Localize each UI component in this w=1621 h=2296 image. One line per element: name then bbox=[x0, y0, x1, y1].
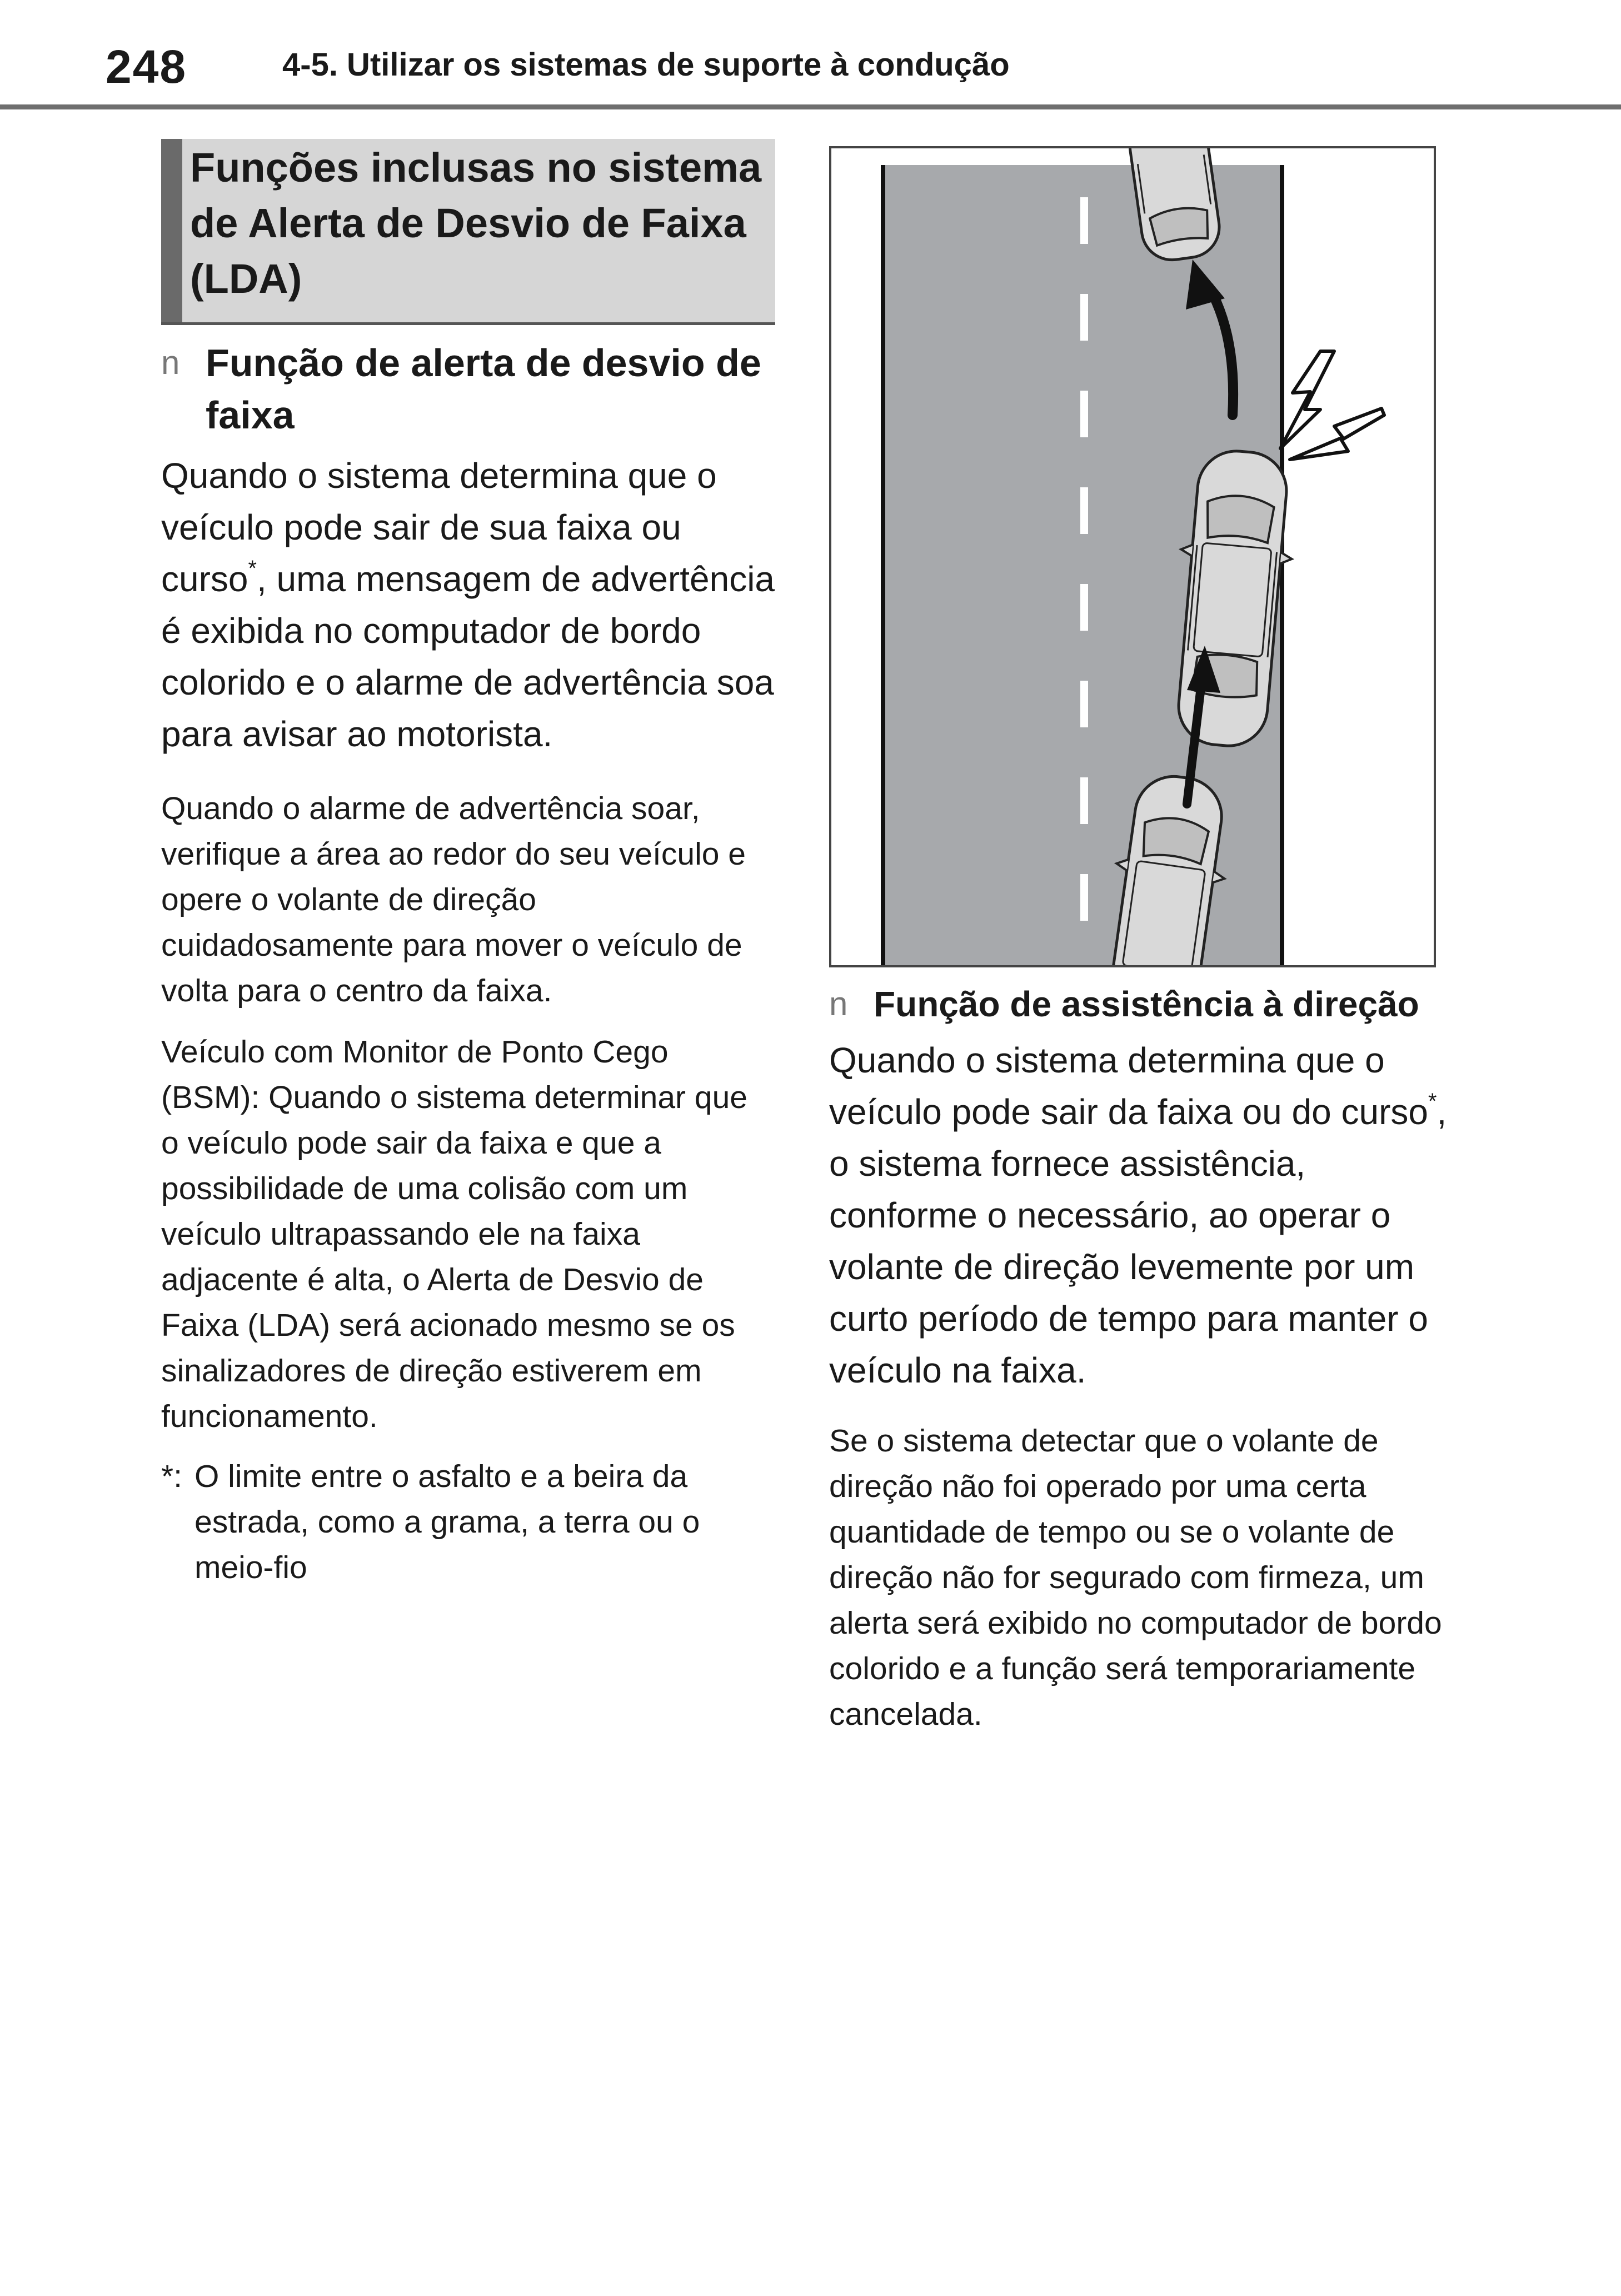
footnote-mark: *: bbox=[161, 1459, 183, 1494]
footnote bbox=[161, 1454, 761, 1598]
alarm-instruction-paragraph: Quando o alarme de advertência soar, verifique a área ao redor do seu veículo e opere o volante de direção cuidadosamente para mover o veículo de volta para o centro da faixa. bbox=[161, 791, 746, 1009]
bullet-marker: n bbox=[161, 344, 180, 381]
header-divider bbox=[0, 104, 1621, 109]
section-title: Funções inclusas no sistema de Alerta de Desvio de Faixa (LDA) bbox=[190, 144, 762, 302]
section-title-box bbox=[161, 139, 775, 325]
steering-assist-paragraph: Quando o sistema determina que o veículo pode sair da faixa ou do curso*, o sistema fornece assistência, conforme o necessário, ao operar o volante de direção levemente por um curto período de tempo para manter o veículo na faixa. bbox=[829, 1040, 1447, 1390]
page-header bbox=[0, 0, 1621, 111]
footnote-text: O limite entre o asfalto e a beira da estrada, como a grama, a terra ou o meio-fio bbox=[194, 1459, 700, 1585]
page-number: 248 bbox=[106, 41, 187, 93]
steering-assist-subheading bbox=[829, 978, 1457, 1034]
warning-lightning-icon bbox=[1280, 351, 1384, 460]
bullet-marker: n bbox=[829, 985, 848, 1022]
section-title-accent bbox=[161, 139, 182, 322]
footnote-star: * bbox=[1428, 1089, 1437, 1114]
lane-alert-paragraph: Quando o sistema determina que o veículo pode sair de sua faixa ou curso*, uma mensagem de advertência é exibida no computador de bordo colorido e o alarme de advertência soa para avisar ao motorista. bbox=[161, 456, 775, 754]
chapter-title: 4-5. Utilizar os sistemas de suporte à condução bbox=[282, 47, 1010, 83]
lane-departure-illustration bbox=[831, 148, 1434, 965]
lane-departure-figure bbox=[829, 146, 1436, 967]
steering-assist-subheading-text: Função de assistência à direção bbox=[874, 984, 1419, 1024]
bsm-paragraph: Veículo com Monitor de Ponto Cego (BSM): Quando o sistema determinar que o veículo pode sair da faixa e que a possibilidade de uma colisão com um veículo ultrapassando ele na faixa adjacente é alta, o Alerta de Desvio de Faixa (LDA) será acionado mesmo se os sinalizadores de direção estiverem em funcionamento. bbox=[161, 1034, 747, 1434]
lane-alert-subheading bbox=[161, 337, 778, 448]
footnote-star: * bbox=[248, 556, 257, 581]
lane-alert-subheading-text: Função de alerta de desvio de faixa bbox=[206, 341, 761, 437]
steering-cancel-paragraph: Se o sistema detectar que o volante de direção não foi operado por uma certa quantidade de tempo ou se o volante de direção não for segurado com firmeza, um alerta será exibido no computador de bordo colorido e a função será temporariamente cancelada. bbox=[829, 1423, 1442, 1732]
